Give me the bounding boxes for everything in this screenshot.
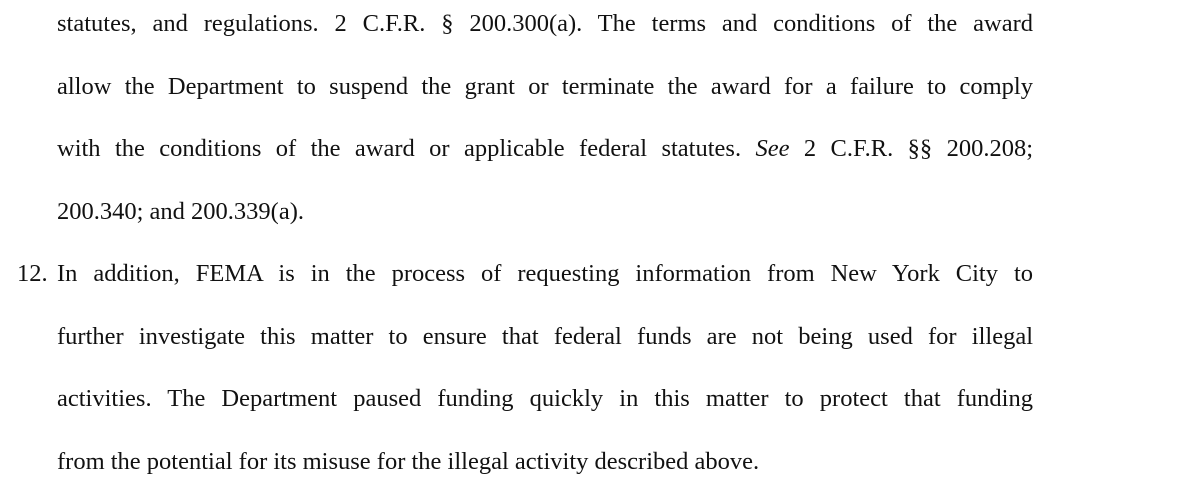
paragraph-12-line-3: activities. The Department paused funding quickly in this matter to protect that funding xyxy=(57,385,1033,412)
paragraph-11-line-2: allow the Department to suspend the grant or terminate the award for a failure to comply xyxy=(57,73,1033,100)
paragraph-11-line-3-text-b: 2 C.F.R. §§ 200.208; xyxy=(789,135,1033,162)
paragraph-12-number: 12. xyxy=(17,260,48,287)
paragraph-12-line-2: further investigate this matter to ensure that federal funds are not being used for illegal xyxy=(57,323,1033,350)
paragraph-11-line-4: 200.340; and 200.339(a). xyxy=(57,198,304,225)
paragraph-11-line-3 xyxy=(57,134,1033,164)
paragraph-11-line-3-text-a: with the conditions of the award or applicable federal statutes. xyxy=(57,135,756,162)
see-signal-italic: See xyxy=(755,135,790,162)
paragraph-12-line-1: In addition, FEMA is in the process of requesting information from New York City to xyxy=(57,260,1033,287)
paragraph-12-line-4: from the potential for its misuse for the illegal activity described above. xyxy=(57,448,760,475)
paragraph-11-line-1: statutes, and regulations. 2 C.F.R. § 200.300(a). The terms and conditions of the award xyxy=(57,10,1033,37)
